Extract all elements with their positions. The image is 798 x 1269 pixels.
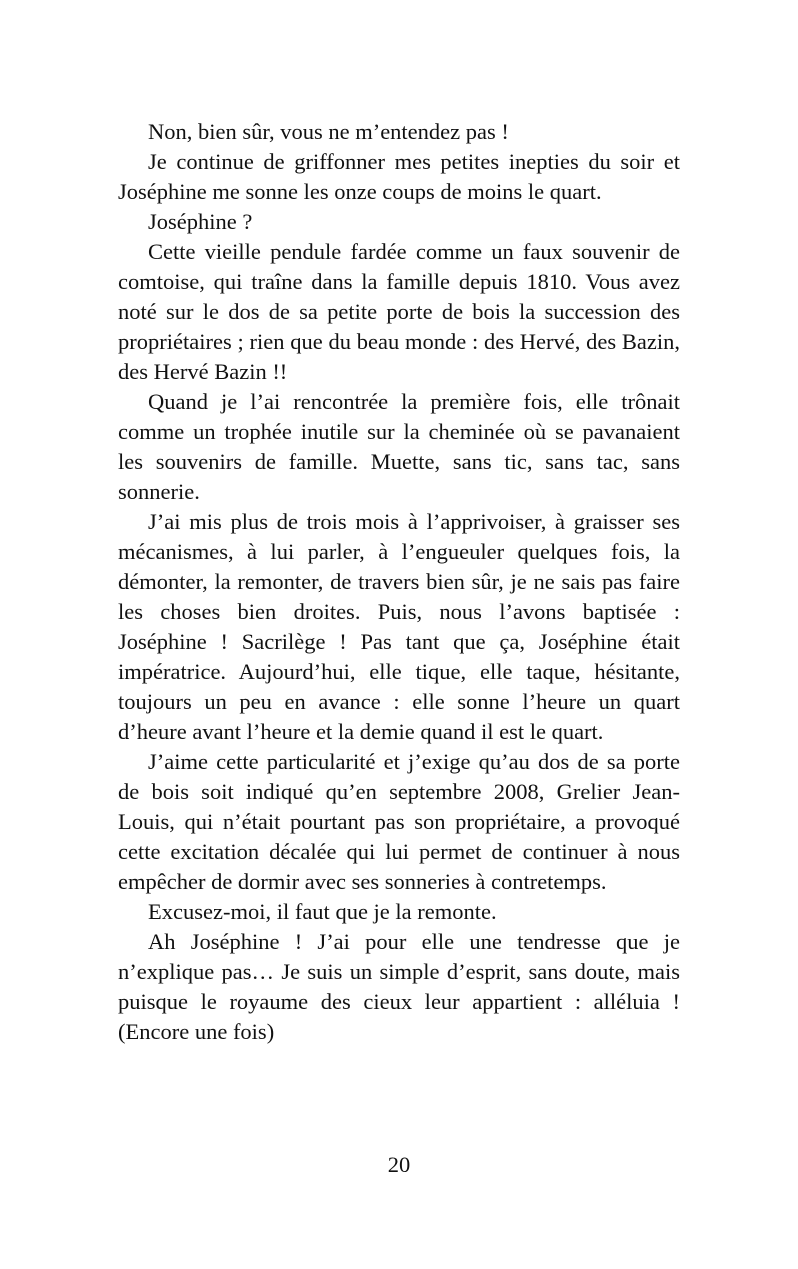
paragraph: Excusez-moi, il faut que je la remonte. xyxy=(148,899,497,924)
paragraph: J’aime cette particularité et j’exige qu’au dos de sa porte de bois soit indiqué qu’en septembre 2008, Grelier Jean-Louis, qui n’était pourtant pas son propriétaire, a provoqué cette excitation décalée qui lui permet de continuer à nous empêcher de dormir avec ses sonneries à contretemps. xyxy=(118,749,680,894)
paragraph: J’ai mis plus de trois mois à l’apprivoiser, à graisser ses mécanismes, à lui parler, à l’engueuler quelques fois, la démonter, la remonter, de travers bien sûr, je ne sais pas faire les choses bien droites. Puis, nous l’avons baptisée : Joséphine ! Sacrilège ! Pas tant que ça, Joséphine était impératrice. Aujourd’hui, elle tique, elle taque, hésitante, toujours un peu en avance : elle sonne l’heure un quart d’heure avant l’heure et la demie quand il est le quart. xyxy=(118,509,680,744)
paragraph: Quand je l’ai rencontrée la première fois, elle trônait comme un trophée inutile sur la cheminée où se pavanaient les souvenirs de famille. Muette, sans tic, sans tac, sans sonnerie. xyxy=(118,389,680,504)
paragraph: Je continue de griffonner mes petites inepties du soir et Joséphine me sonne les onze coups de moins le quart. xyxy=(118,149,680,204)
paragraph: Ah Joséphine ! J’ai pour elle une tendresse que je n’explique pas… Je suis un simple d’esprit, sans doute, mais puisque le royaume des cieux leur appartient : alléluia ! (Encore une fois) xyxy=(118,929,680,1044)
paragraph: Joséphine ? xyxy=(148,209,253,234)
page-number: 20 xyxy=(387,1152,411,1177)
body-text xyxy=(118,117,680,1047)
paragraph: Cette vieille pendule fardée comme un faux souvenir de comtoise, qui traîne dans la famille depuis 1810. Vous avez noté sur le dos de sa petite porte de bois la succession des propriétaires ; rien que du beau monde : des Hervé, des Bazin, des Hervé Bazin !! xyxy=(118,239,680,384)
paragraph: Non, bien sûr, vous ne m’entendez pas ! xyxy=(148,119,509,144)
